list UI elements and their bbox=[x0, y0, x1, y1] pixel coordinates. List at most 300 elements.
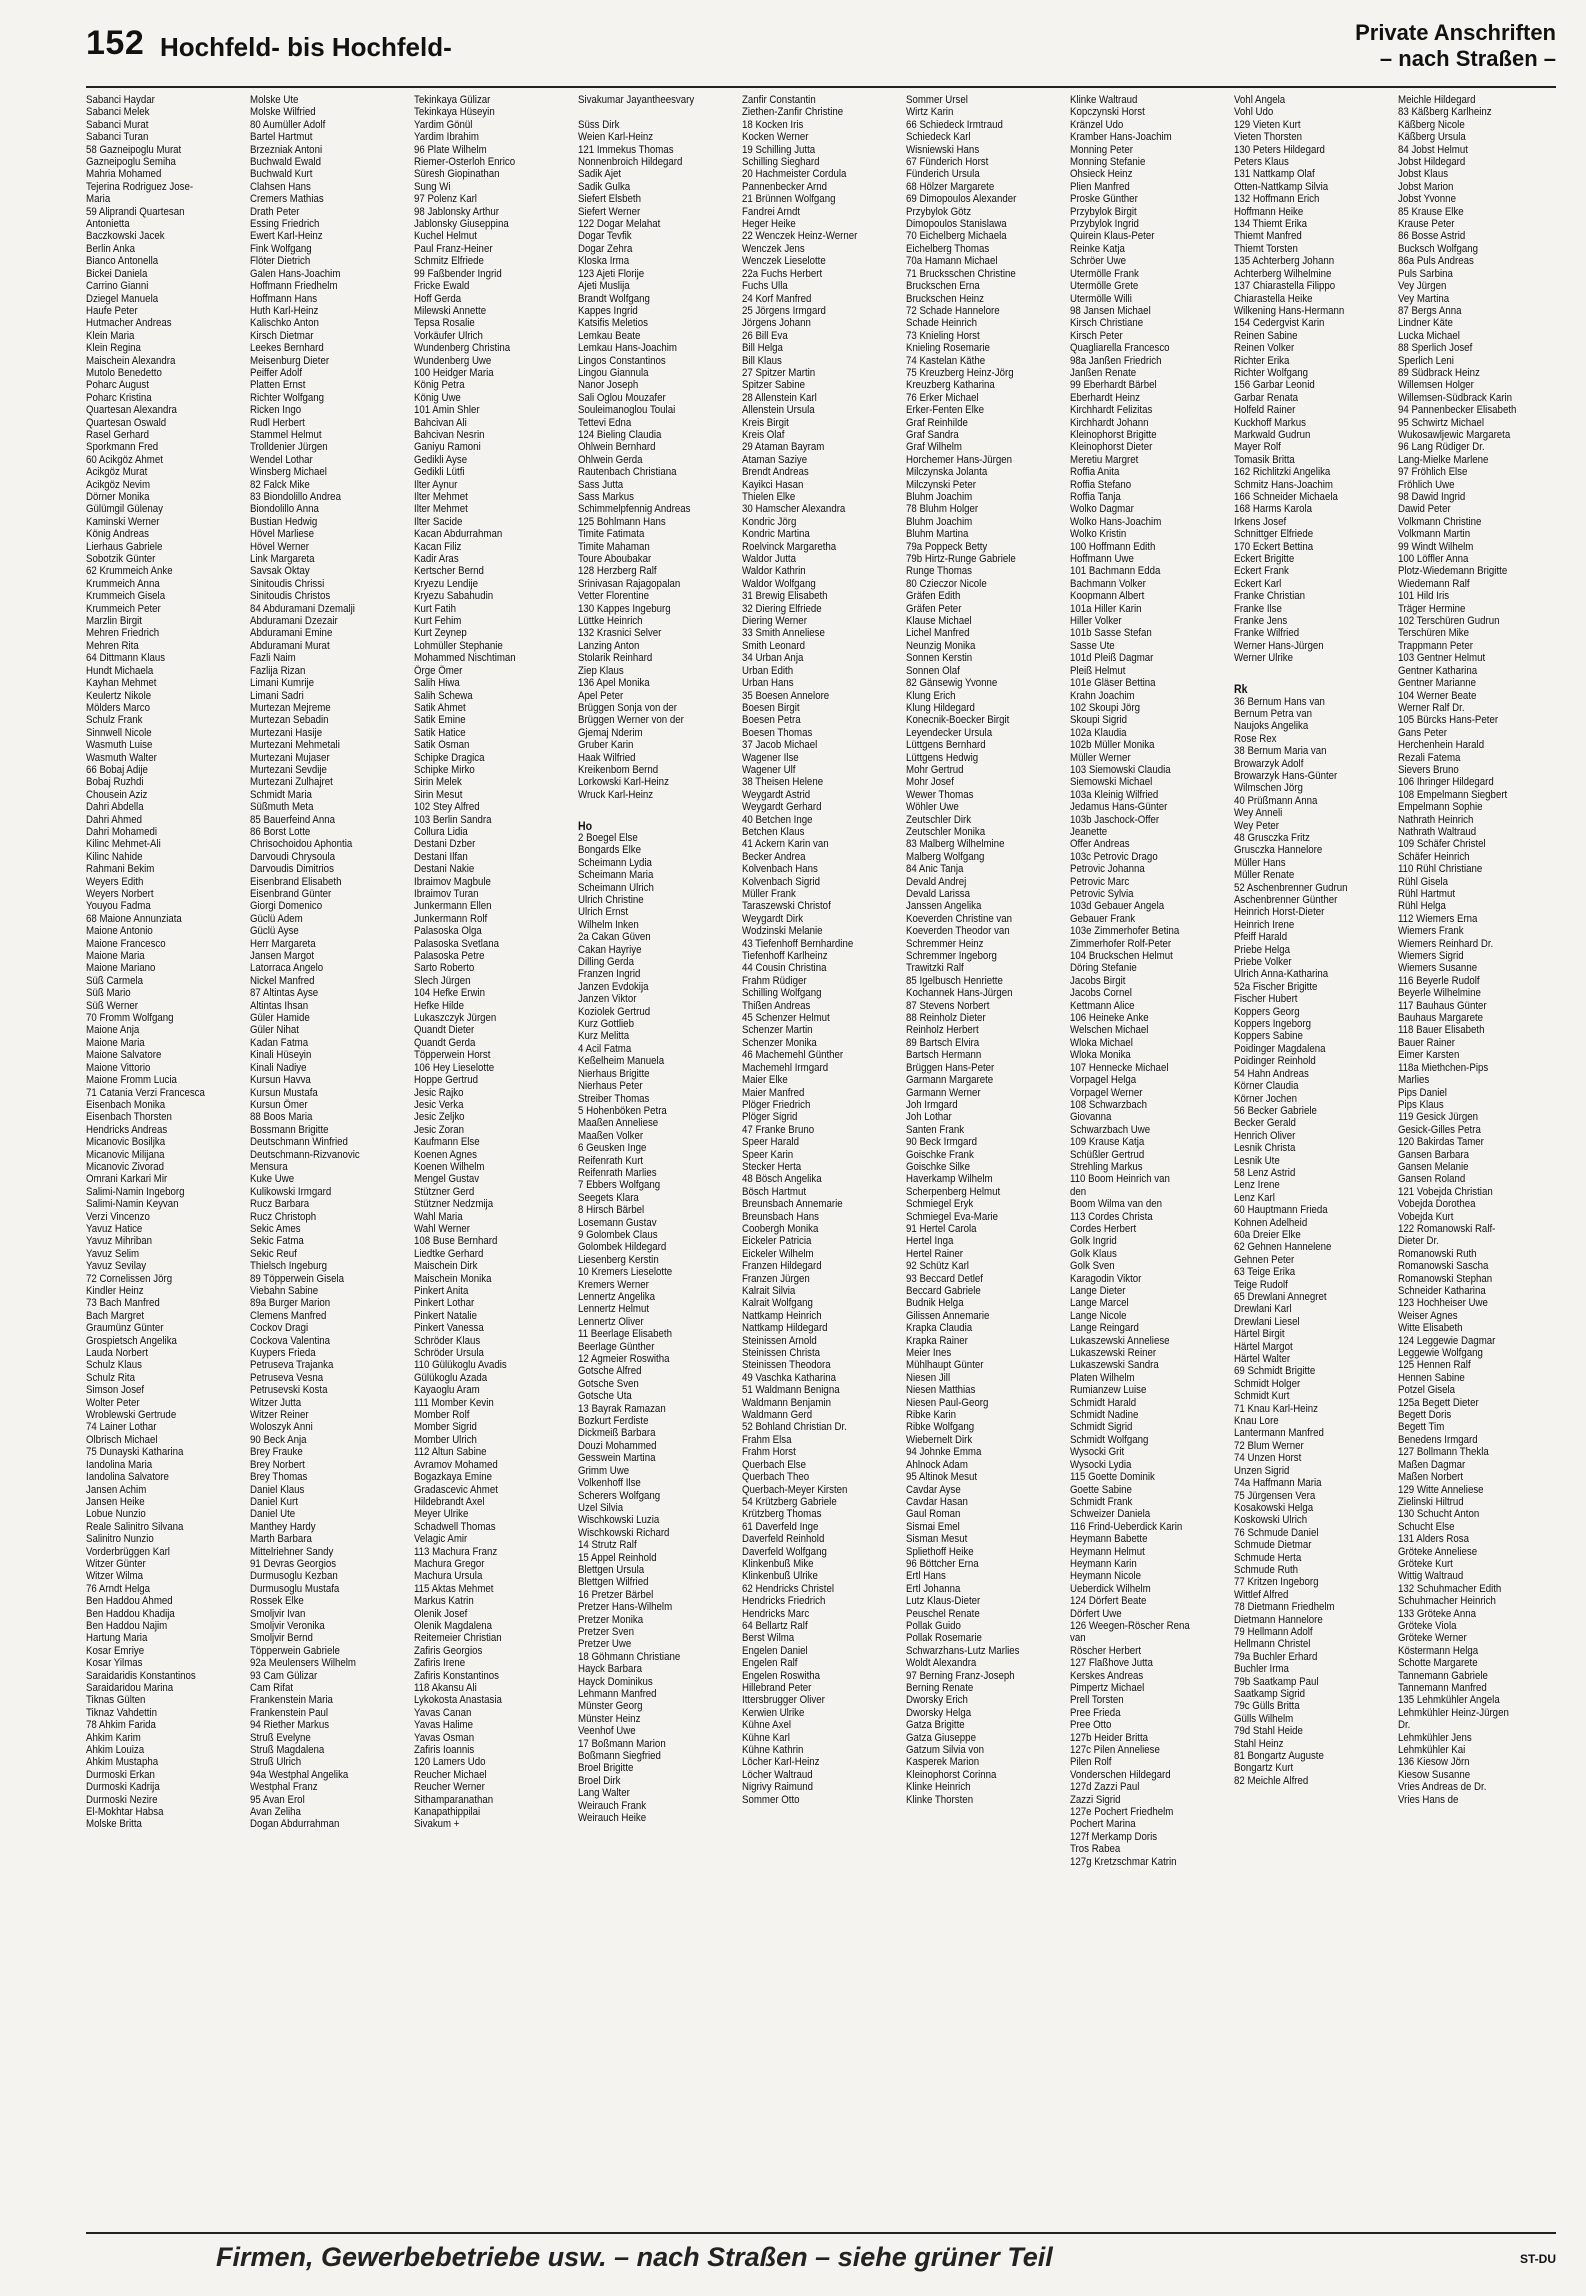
address-entry: Siefert Elsbeth bbox=[578, 193, 641, 206]
address-entry: Horchemer Hans-Jürgen bbox=[906, 453, 1012, 466]
address-entry: Wischkowski Richard bbox=[578, 1526, 670, 1539]
address-column bbox=[742, 94, 900, 2228]
address-entry: 29 Ataman Bayram bbox=[742, 441, 825, 454]
address-entry: Hertel Rainer bbox=[906, 1247, 964, 1260]
address-entry: 83 Biondolillo Andrea bbox=[250, 491, 341, 503]
address-entry: Tros Rabea bbox=[1070, 1843, 1121, 1856]
address-entry: Struß Magdalena bbox=[250, 1744, 325, 1757]
address-entry: Kaminski Werner bbox=[86, 515, 160, 528]
address-entry: Heymann Babette bbox=[1070, 1533, 1148, 1546]
address-entry: Gradascevic Ahmet bbox=[414, 1483, 498, 1496]
address-entry: Lemkau Beate bbox=[578, 329, 641, 342]
address-entry: Peuschel Renate bbox=[906, 1607, 980, 1620]
address-entry: 82 Meichle Alfred bbox=[1234, 1774, 1309, 1787]
address-entry: König Uwe bbox=[414, 391, 461, 404]
address-entry: Maione Maria bbox=[86, 1036, 145, 1049]
address-entry: 94a Westphal Angelika bbox=[250, 1768, 349, 1781]
section-title bbox=[1355, 20, 1556, 72]
address-entry: Schneider Katharina bbox=[1398, 1285, 1486, 1297]
address-entry: Vorkäufer Ulrich bbox=[414, 329, 483, 342]
address-entry: 96 Plate Wilhelm bbox=[414, 143, 487, 156]
address-entry: Eisenbach Monika bbox=[86, 1098, 166, 1111]
address-entry: Maier Manfred bbox=[742, 1086, 805, 1099]
address-entry: Brandt Wolfgang bbox=[578, 292, 650, 305]
address-entry: Velagic Amir bbox=[414, 1533, 468, 1546]
address-entry: Platten Ernst bbox=[250, 379, 306, 392]
address-entry: 37 Jacob Michael bbox=[742, 739, 818, 752]
address-entry: 81 Bongartz Auguste bbox=[1234, 1750, 1324, 1763]
address-entry: Rezali Fatema bbox=[1398, 751, 1461, 764]
address-entry: Nigrivy Raimund bbox=[742, 1781, 814, 1794]
address-entry: Begett Doris bbox=[1398, 1409, 1452, 1422]
address-entry: 99 Faßbender Ingrid bbox=[414, 267, 502, 280]
address-entry: Schmidt Maria bbox=[250, 788, 312, 801]
address-entry: Richter Wolfgang bbox=[1234, 366, 1309, 379]
address-entry: Schipke Mirko bbox=[414, 763, 475, 776]
address-entry: Koppers Sabine bbox=[1234, 1030, 1303, 1043]
address-entry: 48 Bösch Angelika bbox=[742, 1173, 822, 1186]
address-entry: Hundt Michaela bbox=[86, 664, 154, 677]
address-entry: El-Mokhtar Habsa bbox=[86, 1806, 164, 1819]
address-entry: Kramber Hans-Joachim bbox=[1070, 131, 1172, 144]
address-entry: Gatza Giuseppe bbox=[906, 1731, 976, 1744]
address-entry: Sarto Roberto bbox=[414, 962, 475, 975]
address-entry: Dieter Dr. bbox=[1398, 1235, 1439, 1248]
address-entry: Trappmann Peter bbox=[1398, 639, 1473, 652]
address-entry: Trawitzki Ralf bbox=[906, 962, 964, 975]
address-entry: Meier Ines bbox=[906, 1347, 952, 1360]
address-entry: Sommer Ursel bbox=[906, 94, 968, 106]
address-entry: Wey Anneli bbox=[1234, 807, 1283, 820]
address-entry: Lohmüller Stephanie bbox=[414, 639, 503, 652]
address-entry: Becker Gerald bbox=[1234, 1117, 1296, 1130]
address-entry: 15 Appel Reinhold bbox=[578, 1551, 657, 1564]
address-entry: 132 Hoffmann Erich bbox=[1234, 193, 1320, 206]
address-entry: Bustian Hedwig bbox=[250, 515, 318, 528]
address-entry: Kasperek Marion bbox=[906, 1756, 980, 1769]
address-entry: Breunsbach Annemarie bbox=[742, 1198, 843, 1211]
address-entry: Pochert Marina bbox=[1070, 1818, 1136, 1831]
address-entry: Thielen Elke bbox=[742, 491, 796, 503]
address-entry: Ertl Hans bbox=[906, 1570, 946, 1583]
address-entry: Kühne Axel bbox=[742, 1719, 791, 1732]
address-entry: Schimmelpfennig Andreas bbox=[578, 503, 691, 516]
address-entry: Jesic Verka bbox=[414, 1098, 464, 1111]
address-entry: Sass Jutta bbox=[578, 478, 624, 491]
address-entry: 94 Pannenbecker Elisabeth bbox=[1398, 404, 1517, 417]
address-entry: Olbrisch Michael bbox=[86, 1433, 158, 1446]
address-entry: 103e Zimmerhofer Betina bbox=[1070, 925, 1180, 938]
address-entry: Pips Klaus bbox=[1398, 1098, 1444, 1111]
address-entry: Krummeich Gisela bbox=[86, 590, 166, 603]
address-entry: Meisenburg Dieter bbox=[250, 354, 330, 367]
address-entry: Koenen Wilhelm bbox=[414, 1160, 485, 1173]
address-entry: Lange Marcel bbox=[1070, 1297, 1129, 1310]
address-entry: Tannemann Manfred bbox=[1398, 1682, 1487, 1694]
address-entry: 117 Bauhaus Günter bbox=[1398, 999, 1487, 1012]
address-entry: Schadwell Thomas bbox=[414, 1520, 496, 1533]
address-entry: Weygardt Dirk bbox=[742, 912, 804, 925]
address-entry: Roffia Stefano bbox=[1070, 478, 1132, 491]
address-entry: Kleinophorst Brigitte bbox=[1070, 428, 1157, 441]
address-entry: Saraidaridou Marina bbox=[86, 1682, 174, 1694]
address-entry: Utermölle Willi bbox=[1070, 292, 1132, 305]
address-entry: Vonderschen Hildegard bbox=[1070, 1768, 1171, 1781]
address-entry: Blettgen Wilfried bbox=[578, 1576, 649, 1589]
address-entry: 101a Hiller Karin bbox=[1070, 602, 1142, 615]
address-entry: Sithamparanathan bbox=[414, 1793, 494, 1806]
address-entry: Gröteke Werner bbox=[1398, 1632, 1467, 1645]
address-entry: Gatzum Silvia von bbox=[906, 1744, 985, 1757]
address-entry: Weyers Edith bbox=[86, 875, 144, 888]
address-entry: Ataman Saziye bbox=[742, 453, 808, 466]
address-entry: Lukaszewski Reiner bbox=[1070, 1347, 1157, 1360]
address-entry: 121 Immekus Thomas bbox=[578, 143, 674, 156]
address-entry: Schenzer Martin bbox=[742, 1024, 813, 1037]
address-entry: Wagener Ulf bbox=[742, 763, 796, 776]
address-entry: Wiemers Frank bbox=[1398, 925, 1464, 938]
address-entry: 79a Buchler Erhard bbox=[1234, 1650, 1318, 1663]
address-entry: 26 Bill Eva bbox=[742, 329, 788, 342]
address-entry: 59 Aliprandi Quartesan bbox=[86, 205, 185, 218]
address-entry: Fazli Naim bbox=[250, 652, 296, 665]
address-entry: Abduramani Dzezair bbox=[250, 615, 338, 628]
address-entry: Kanapathippilai bbox=[414, 1806, 481, 1819]
address-entry: 70 Eichelberg Michaela bbox=[906, 230, 1007, 243]
address-entry: Willemsen Holger bbox=[1398, 379, 1474, 392]
address-entry: 135 Achterberg Johann bbox=[1234, 255, 1335, 268]
address-entry: Heymann Nicole bbox=[1070, 1570, 1142, 1583]
address-entry: 78 Bluhm Holger bbox=[906, 503, 979, 516]
address-entry: Lanzing Anton bbox=[578, 639, 640, 652]
address-entry: 18 Kocken Iris bbox=[742, 118, 804, 131]
address-entry: Teige Rudolf bbox=[1234, 1278, 1288, 1291]
address-entry: Zeutschler Dirk bbox=[906, 813, 972, 826]
address-entry: 83 Käßberg Karlheinz bbox=[1398, 106, 1492, 119]
address-entry: Maischein Alexandra bbox=[86, 354, 176, 367]
address-entry: Schotte Margarete bbox=[1398, 1657, 1478, 1670]
address-entry: Ertl Johanna bbox=[906, 1582, 961, 1595]
address-entry: Irkens Josef bbox=[1234, 515, 1287, 528]
page-number: 152 bbox=[86, 24, 145, 62]
address-entry: Darvoudi Chrysoula bbox=[250, 850, 336, 863]
address-entry: Kreikenbom Bernd bbox=[578, 763, 659, 776]
address-entry: Biondolillo Anna bbox=[250, 503, 319, 516]
address-entry: 77 Kritzen Ingeborg bbox=[1234, 1576, 1319, 1589]
address-entry: 44 Cousin Christina bbox=[742, 962, 827, 975]
address-entry: Schmiegel Eryk bbox=[906, 1198, 974, 1211]
address-entry: Sperlich Leni bbox=[1398, 354, 1454, 367]
address-entry: 11 Beerlage Elisabeth bbox=[578, 1328, 673, 1341]
address-entry: Timite Mahaman bbox=[578, 540, 650, 553]
address-entry: Micanovic Milijana bbox=[86, 1148, 165, 1161]
address-entry: Güclü Ayse bbox=[250, 925, 299, 938]
address-entry: 115 Aktas Mehmet bbox=[414, 1582, 494, 1595]
address-entry: Wloka Monika bbox=[1070, 1049, 1131, 1062]
address-entry: Engelen Daniel bbox=[742, 1644, 808, 1657]
address-entry: Rudl Herbert bbox=[250, 416, 305, 429]
address-entry: Hoffmann Friedhelm bbox=[250, 280, 338, 293]
address-entry: Mutolo Benedetto bbox=[86, 366, 162, 379]
address-entry: Joh Lothar bbox=[906, 1111, 952, 1124]
address-entry: 108 Schwarzbach bbox=[1070, 1098, 1147, 1111]
address-entry: Gaul Roman bbox=[906, 1508, 961, 1521]
address-entry: 112 Wiemers Erna bbox=[1398, 912, 1478, 925]
address-entry: Bogazkaya Emine bbox=[414, 1471, 493, 1484]
address-entry: Witzer Wilma bbox=[86, 1570, 144, 1583]
address-entry: 118 Bauer Elisabeth bbox=[1398, 1024, 1485, 1037]
address-entry: Sisman Mesut bbox=[906, 1533, 968, 1546]
address-entry: Malberg Wolfgang bbox=[906, 850, 985, 863]
address-entry: Bianco Antonella bbox=[86, 255, 159, 268]
address-entry: Nathrath Waltraud bbox=[1398, 825, 1477, 838]
address-entry: Kindler Heinz bbox=[86, 1285, 144, 1297]
address-entry: Darvoudis Dimitrios bbox=[250, 863, 334, 876]
address-entry: Kosar Yilmas bbox=[86, 1657, 143, 1670]
address-entry: Lukaszczyk Jürgen bbox=[414, 1012, 497, 1025]
address-entry: Eckert Karl bbox=[1234, 577, 1282, 590]
address-entry: Hildebrandt Axel bbox=[414, 1495, 485, 1508]
address-entry: Souleimanoglou Toulai bbox=[578, 404, 676, 417]
address-entry: Marlies bbox=[1398, 1074, 1430, 1087]
address-entry: Lehmkühler Kai bbox=[1398, 1744, 1466, 1757]
address-entry: Schucht Else bbox=[1398, 1520, 1455, 1533]
address-entry: Murtezan Sebadin bbox=[250, 714, 329, 727]
address-entry: Münster Heinz bbox=[578, 1712, 641, 1725]
address-entry: 64 Bellartz Ralf bbox=[742, 1619, 808, 1632]
address-entry: Frahm Horst bbox=[742, 1446, 796, 1459]
address-entry: Streiber Thomas bbox=[578, 1092, 650, 1105]
address-entry: Wloka Michael bbox=[1070, 1036, 1133, 1049]
address-entry: Löcher Karl-Heinz bbox=[742, 1756, 820, 1769]
address-entry: Krummeich Peter bbox=[86, 602, 161, 615]
address-entry: Salinitro Nunzio bbox=[86, 1533, 154, 1546]
address-entry: Slech Jürgen bbox=[414, 974, 471, 987]
address-entry: Daverfeld Wolfgang bbox=[742, 1545, 827, 1558]
address-entry: Kopczynski Horst bbox=[1070, 106, 1145, 119]
address-entry: Wirtz Karin bbox=[906, 106, 954, 119]
address-entry: Kayaoglu Aram bbox=[414, 1384, 480, 1397]
address-entry: 90 Beck Anja bbox=[250, 1433, 307, 1446]
address-entry: Vorpagel Helga bbox=[1070, 1074, 1137, 1087]
address-entry: 73 Knieling Horst bbox=[906, 329, 980, 342]
address-entry: Omrani Karkari Mir bbox=[86, 1173, 168, 1186]
address-entry: Ilter Mehmet bbox=[414, 503, 468, 516]
address-entry: Schmidt Sigrid bbox=[1070, 1421, 1133, 1434]
address-entry: Brüggen Hans-Peter bbox=[906, 1061, 995, 1074]
address-entry: 60a Dreier Elke bbox=[1234, 1228, 1301, 1241]
address-entry: Schröder Klaus bbox=[414, 1334, 481, 1347]
address-entry: Naujoks Angelika bbox=[1234, 720, 1309, 733]
address-entry: Volkenhoff Ilse bbox=[578, 1477, 641, 1490]
address-entry: Schade Heinrich bbox=[906, 317, 978, 330]
address-entry: 74 Lainer Lothar bbox=[86, 1421, 157, 1434]
address-entry: Veenhof Uwe bbox=[578, 1725, 636, 1738]
address-entry: Sadik Gulka bbox=[578, 180, 631, 193]
address-entry: 70a Hamann Michael bbox=[906, 255, 998, 268]
address-entry: Zazzi Sigrid bbox=[1070, 1793, 1121, 1806]
address-entry: Klinkenbuß Mike bbox=[742, 1557, 814, 1570]
address-entry: 108 Empelmann Siegbert bbox=[1398, 788, 1508, 801]
address-entry: Apel Peter bbox=[578, 689, 624, 702]
address-entry: 95 Altinok Mesut bbox=[906, 1471, 978, 1484]
address-entry: 16 Pretzer Bärbel bbox=[578, 1588, 654, 1601]
address-entry: Nathrath Heinrich bbox=[1398, 813, 1474, 826]
address-entry: Kurt Fehim bbox=[414, 615, 462, 628]
address-entry: 124 Leggewie Dagmar bbox=[1398, 1334, 1496, 1347]
address-entry: 70 Fromm Wolfgang bbox=[86, 1012, 174, 1025]
address-entry: Mühlhaupt Günter bbox=[906, 1359, 984, 1372]
address-entry: Yavas Canan bbox=[414, 1706, 472, 1719]
address-entry: 103 Gentner Helmut bbox=[1398, 652, 1486, 665]
address-entry: Speer Karin bbox=[742, 1148, 794, 1161]
address-entry: Werner Ulrike bbox=[1234, 652, 1293, 665]
address-entry: 97 Fröhlich Else bbox=[1398, 466, 1468, 479]
address-entry: Keulertz Nikole bbox=[86, 689, 152, 702]
address-entry: Lange Reingard bbox=[1070, 1322, 1139, 1335]
address-entry: Wittlef Alfred bbox=[1234, 1588, 1289, 1601]
address-entry: Devald Larissa bbox=[906, 888, 971, 900]
address-entry: 79c Gülls Britta bbox=[1234, 1700, 1300, 1713]
address-entry: Iandolina Maria bbox=[86, 1458, 153, 1471]
address-entry: Vohl Udo bbox=[1234, 106, 1274, 119]
address-entry: 84 Jobst Helmut bbox=[1398, 143, 1468, 156]
address-entry: Koppers Georg bbox=[1234, 1005, 1300, 1018]
address-entry: Jacobs Birgit bbox=[1070, 974, 1126, 987]
address-entry: Franke Jens bbox=[1234, 615, 1288, 628]
address-entry: 69 Schmidt Brigitte bbox=[1234, 1365, 1316, 1378]
address-entry: 47 Franke Bruno bbox=[742, 1123, 815, 1136]
address-entry: 134 Thiemt Erika bbox=[1234, 218, 1307, 231]
address-entry: Koeverden Theodor van bbox=[906, 925, 1010, 938]
address-entry: Keßelheim Manuela bbox=[578, 1055, 665, 1068]
address-entry: Wiebernelt Dirk bbox=[906, 1433, 973, 1446]
address-entry: Eisenbrand Günter bbox=[250, 888, 332, 900]
address-entry: Berst Wilma bbox=[742, 1632, 795, 1645]
address-entry: Petrovic Marc bbox=[1070, 875, 1130, 888]
address-entry: Petrovic Sylvia bbox=[1070, 888, 1134, 900]
address-entry: Clahsen Hans bbox=[250, 180, 311, 193]
address-entry: Hövel Werner bbox=[250, 540, 310, 553]
address-entry: 41 Ackern Karin van bbox=[742, 838, 829, 851]
address-entry: Gröteke Anneliese bbox=[1398, 1545, 1478, 1558]
address-entry: Schilling Wolfgang bbox=[742, 987, 822, 1000]
address-entry: 122 Romanowski Ralf- bbox=[1398, 1222, 1496, 1235]
address-entry: Dietmann Hannelore bbox=[1234, 1613, 1323, 1626]
address-entry: 166 Schneider Michaela bbox=[1234, 491, 1338, 503]
address-entry: 24 Korf Manfred bbox=[742, 292, 812, 305]
address-entry: Neunzig Monika bbox=[906, 639, 976, 652]
address-entry: 104 Werner Beate bbox=[1398, 689, 1477, 702]
address-entry: Eisenbach Thorsten bbox=[86, 1111, 172, 1124]
address-entry: Gansen Barbara bbox=[1398, 1148, 1470, 1161]
address-entry: 2a Cakan Güven bbox=[578, 931, 651, 944]
address-entry: Murtezani Zulhajret bbox=[250, 776, 333, 789]
address-entry: 63 Teige Erika bbox=[1234, 1266, 1296, 1279]
address-entry: Klause Michael bbox=[906, 615, 972, 628]
address-entry: Wiemers Sigrid bbox=[1398, 950, 1464, 963]
address-entry: 10 Kremers Lieselotte bbox=[578, 1266, 673, 1279]
address-entry: Maione Francesco bbox=[86, 937, 166, 950]
address-entry: 60 Acikgöz Ahmet bbox=[86, 453, 163, 466]
address-entry: Rautenbach Christiana bbox=[578, 466, 677, 479]
address-entry: 103c Petrovic Drago bbox=[1070, 850, 1158, 863]
address-entry: Machura Ursula bbox=[414, 1570, 483, 1583]
address-entry: 83 Malberg Wilhelmine bbox=[906, 838, 1005, 851]
address-entry: Durmoski Kadrija bbox=[86, 1781, 160, 1794]
footer-note: Firmen, Gewerbebetriebe usw. – nach Straßen – siehe grüner Teil bbox=[216, 2242, 1053, 2272]
address-entry: Ewert Karl-Heinz bbox=[250, 230, 323, 243]
address-entry: 86a Puls Andreas bbox=[1398, 255, 1474, 268]
address-entry: Ueberdick Wilhelm bbox=[1070, 1582, 1151, 1595]
address-entry: 95 Schwirtz Michael bbox=[1398, 416, 1485, 429]
address-entry: 91 Devras Georgios bbox=[250, 1557, 337, 1570]
address-entry: Pretzer Monika bbox=[578, 1613, 644, 1626]
address-entry: 38 Theisen Helene bbox=[742, 776, 824, 789]
address-entry: Lehmkühler Heinz-Jürgen bbox=[1398, 1706, 1509, 1719]
address-entry: Struß Evelyne bbox=[250, 1731, 311, 1744]
section-title-line2: – nach Straßen – bbox=[1379, 46, 1556, 71]
address-entry: Aschenbrenner Günther bbox=[1234, 894, 1338, 906]
address-entry: 130 Schucht Anton bbox=[1398, 1508, 1480, 1521]
address-entry: Ulrich Ernst bbox=[578, 906, 629, 919]
address-entry: Herr Margareta bbox=[250, 937, 316, 950]
address-entry: Cavdar Ayse bbox=[906, 1483, 961, 1496]
address-entry: Rühl Hartmut bbox=[1398, 888, 1456, 900]
address-entry: Hartung Maria bbox=[86, 1632, 148, 1645]
address-entry: 98 Dawid Ingrid bbox=[1398, 491, 1466, 503]
address-entry: Beccard Gabriele bbox=[906, 1285, 981, 1297]
address-entry: Kremers Werner bbox=[578, 1278, 649, 1291]
address-entry: Wiemers Susanne bbox=[1398, 962, 1478, 975]
address-entry: Cordes Herbert bbox=[1070, 1222, 1137, 1235]
address-entry: Goischke Silke bbox=[906, 1160, 971, 1173]
address-entry bbox=[1234, 665, 1391, 677]
address-entry: 32 Diering Elfriede bbox=[742, 602, 822, 615]
address-entry: Deutschmann-Rizvanovic bbox=[250, 1148, 360, 1161]
address-entry: 36 Bernum Hans van bbox=[1234, 695, 1325, 708]
address-entry: Maione Antonio bbox=[86, 925, 153, 938]
address-entry: Vobejda Dorothea bbox=[1398, 1198, 1476, 1211]
address-entry: Maischein Dirk bbox=[414, 1260, 478, 1273]
address-entry: Eickeler Wilhelm bbox=[742, 1247, 814, 1260]
address-entry: Gotsche Sven bbox=[578, 1377, 639, 1390]
address-entry: Goette Sabine bbox=[1070, 1483, 1132, 1496]
address-entry: 127c Pilen Anneliese bbox=[1070, 1744, 1160, 1757]
address-entry: Satik Emine bbox=[414, 714, 466, 727]
address-entry: Kacan Filiz bbox=[414, 540, 462, 553]
address-entry: Yardim Ibrahim bbox=[414, 131, 479, 144]
address-entry: Franzen Hildegard bbox=[742, 1260, 822, 1273]
address-entry: Reucher Werner bbox=[414, 1781, 485, 1794]
address-entry: Smoljvir Bernd bbox=[250, 1632, 313, 1645]
address-entry: Waldmann Gerd bbox=[742, 1409, 813, 1422]
address-entry: Destani Nakie bbox=[414, 863, 475, 876]
address-entry: Dogar Zehra bbox=[578, 242, 633, 255]
address-entry: 124 Bieling Claudia bbox=[578, 428, 662, 441]
address-entry: Krapka Rainer bbox=[906, 1334, 968, 1347]
address-entry: Reinke Katja bbox=[1070, 242, 1125, 255]
address-entry: Kinali Nadiye bbox=[250, 1061, 307, 1074]
address-entry: Dr. bbox=[1398, 1719, 1411, 1732]
address-entry: Plöger Friedrich bbox=[742, 1098, 811, 1111]
address-entry: 136 Kiesow Jörn bbox=[1398, 1756, 1470, 1769]
address-entry: Maione Mariano bbox=[86, 962, 156, 975]
address-entry: Kettmann Alice bbox=[1070, 999, 1135, 1012]
address-entry: Knau Lore bbox=[1234, 1415, 1279, 1428]
address-entry: Kappes Ingrid bbox=[578, 304, 638, 317]
address-entry: Bartsch Hermann bbox=[906, 1049, 982, 1062]
